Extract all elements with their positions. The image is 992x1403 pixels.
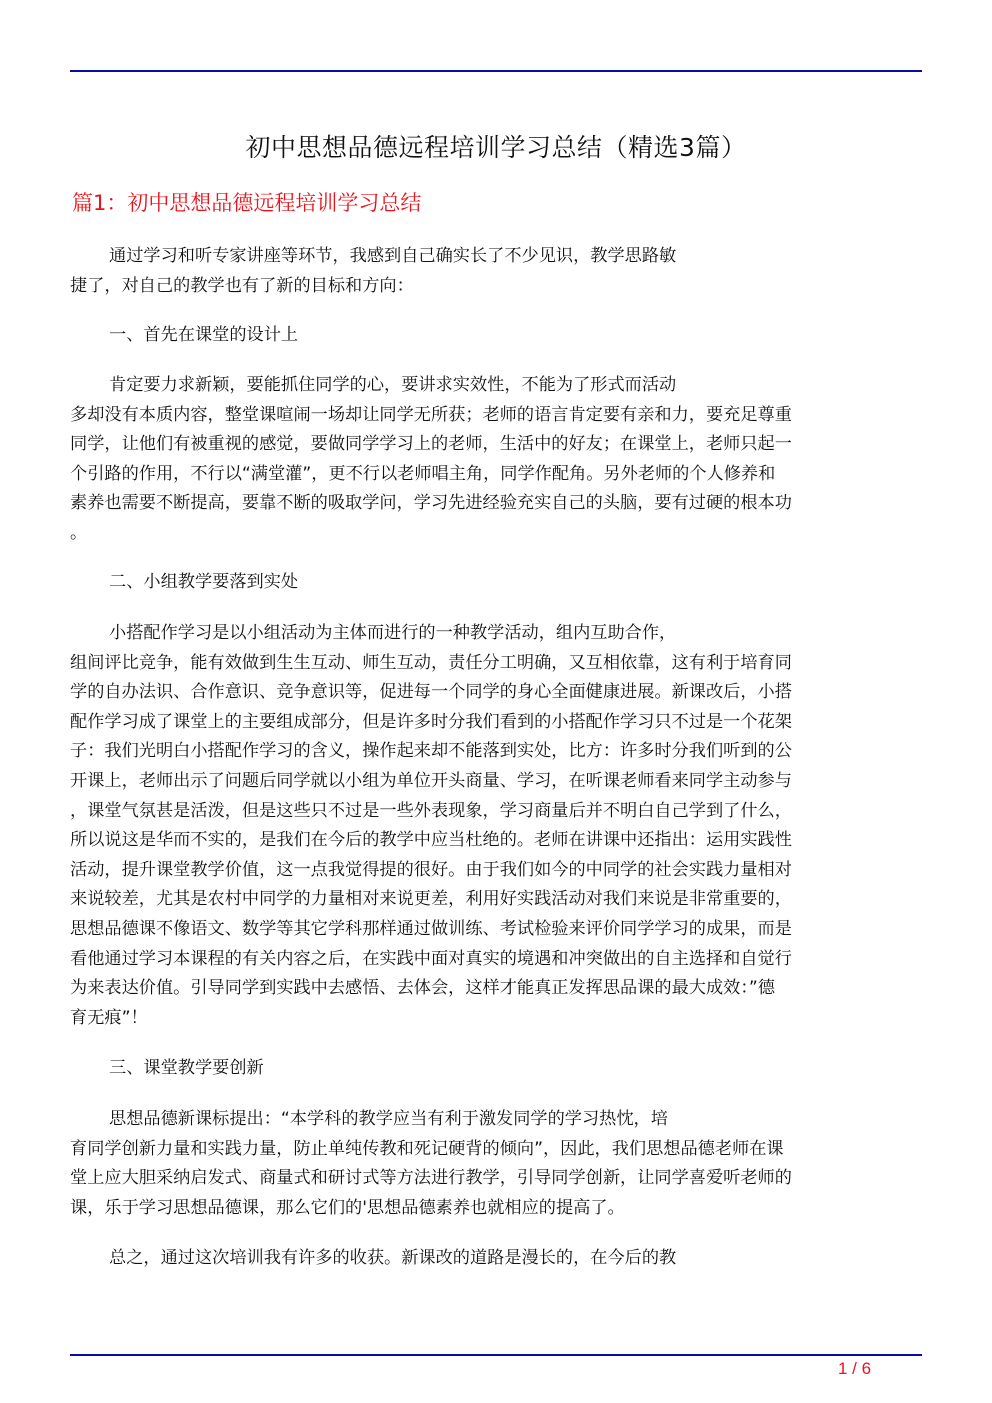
text-line: 课，乐于学习思想品德课，那么它们的'思想品德素养也就相应的提高了。 bbox=[70, 1197, 625, 1218]
text-line: 小搭配作学习是以小组活动为主体而进行的一种教学活动，组内互助合作， bbox=[109, 623, 677, 643]
page-number: 1 / 6 bbox=[838, 1359, 872, 1378]
text-line: 思想品德新课标提出：“本学科的教学应当有利于激发同学的学习热忱，培 bbox=[109, 1109, 668, 1129]
text-line: 同学，让他们有被重视的感觉，要做同学学习上的老师，生活中的好友；在课堂上，老师只起一 bbox=[70, 434, 792, 455]
text-line: 堂上应大胆采纳启发式、商量式和研讨式等方法进行教学，引导同学创新，让同学喜爱听老师的 bbox=[70, 1168, 792, 1189]
section-heading bbox=[70, 568, 912, 598]
text-line: ，课堂气氛甚是活泼，但是这些只不过是一些外表现象，学习商量后并不明白自己学到了什么， bbox=[70, 800, 792, 821]
paragraph bbox=[70, 371, 912, 549]
text-line: 多却没有本质内容，整堂课喧闹一场却让同学无所获；老师的语言肯定要有亲和力，要充足尊重 bbox=[70, 404, 792, 425]
text-line: 活动，提升课堂教学价值，这一点我觉得提的很好。由于我们如今的中同学的社会实践力量相对 bbox=[70, 859, 792, 880]
text-line: 子：我们光明白小搭配作学习的含义，操作起来却不能落到实处，比方：许多时分我们听到的公 bbox=[70, 741, 792, 762]
section-heading bbox=[70, 321, 912, 351]
heading-text bbox=[70, 321, 912, 351]
text-line: 配作学习成了课堂上的主要组成部分，但是许多时分我们看到的小搭配作学习只不过是一个花架 bbox=[70, 711, 792, 732]
text-line: 开课上，老师出示了问题后同学就以小组为单位开头商量、学习，在听课老师看来同学主动参与 bbox=[70, 770, 792, 791]
paragraph-text bbox=[70, 371, 912, 549]
section-heading bbox=[70, 1054, 912, 1084]
text-line: 肯定要力求新颖，要能抓住同学的心，要讲求实效性，不能为了形式而活动 bbox=[109, 375, 677, 395]
text-line: 组间评比竞争，能有效做到生生互动、师生互动，责任分工明确，又互相依靠，这有利于培育同 bbox=[70, 652, 792, 673]
text-line: 为来表达价值。引导同学到实践中去感悟、去体会，这样才能真正发挥思品课的最大成效：”德 bbox=[70, 978, 775, 999]
paragraph-text bbox=[70, 1105, 912, 1223]
section-title: 篇1：初中思想品德远程培训学习总结 bbox=[72, 191, 422, 215]
footer-rule bbox=[70, 1354, 922, 1356]
heading-text bbox=[70, 568, 912, 598]
paragraph bbox=[70, 242, 912, 301]
text-line: 来说较差，尤其是农村中同学的力量相对来说更差，利用好实践活动对我们来说是非常重要的， bbox=[70, 889, 792, 910]
paragraph bbox=[70, 1105, 912, 1223]
paragraph-text bbox=[70, 242, 912, 301]
header-rule bbox=[70, 70, 922, 72]
text-line: 个引路的作用，不行以“满堂灌”，更不行以老师唱主角，同学作配角。另外老师的个人修养和 bbox=[70, 463, 776, 484]
text-line: 一、首先在课堂的设计上 bbox=[109, 325, 299, 345]
heading-text bbox=[70, 1054, 912, 1084]
text-line: 育无痕”！ bbox=[70, 1007, 148, 1028]
text-line: 。 bbox=[70, 522, 88, 543]
paragraph-text bbox=[70, 1244, 912, 1274]
text-line: 总之，通过这次培训我有许多的收获。新课改的道路是漫长的，在今后的教 bbox=[109, 1248, 677, 1268]
text-line: 所以说这是华而不实的，是我们在今后的教学中应当杜绝的。老师在讲课中还指出：运用实践性 bbox=[70, 830, 792, 851]
document-title: 初中思想品德远程培训学习总结（精选3篇） bbox=[245, 133, 747, 162]
text-line: 看他通过学习本课程的有关内容之后，在实践中面对真实的境遇和冲突做出的自主选择和自觉行 bbox=[70, 948, 792, 969]
text-line: 通过学习和听专家讲座等环节，我感到自己确实长了不少见识，教学思路敏 bbox=[109, 246, 677, 266]
text-line: 二、小组教学要落到实处 bbox=[109, 572, 299, 592]
text-line: 育同学创新力量和实践力量，防止单纯传教和死记硬背的倾向”，因此，我们思想品德老师在课 bbox=[70, 1138, 784, 1159]
paragraph bbox=[70, 619, 912, 1033]
text-line: 素养也需要不断提高，要靠不断的吸取学问，学习先进经验充实自己的头脑，要有过硬的根本功 bbox=[70, 493, 792, 514]
text-line: 思想品德课不像语文、数学等其它学科那样通过做训练、考试检验来评价同学学习的成果，而是 bbox=[70, 918, 792, 939]
text-line: 捷了，对自己的教学也有了新的目标和方向： bbox=[70, 275, 414, 296]
text-line: 学的自办法识、合作意识、竞争意识等，促进每一个同学的身心全面健康进展。新课改后，小搭 bbox=[70, 682, 792, 703]
paragraph bbox=[70, 1244, 912, 1274]
text-line: 三、课堂教学要创新 bbox=[109, 1058, 264, 1078]
paragraph-text bbox=[70, 619, 912, 1033]
